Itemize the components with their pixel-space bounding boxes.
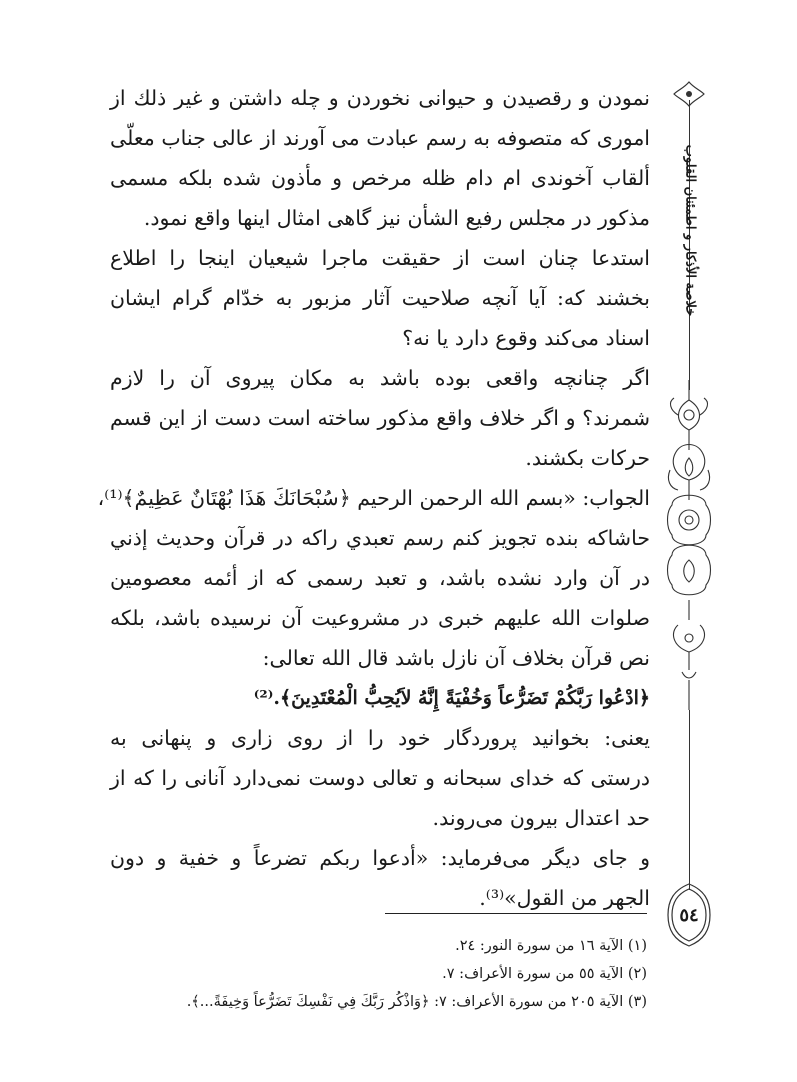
floral-ornament-icon <box>664 380 714 710</box>
text-line: درستی که خدای سبحانه و تعالی دوست نمی‌دارد آنانی را که از <box>110 766 650 790</box>
text-line: نص قرآن بخلاف آن نازل باشد قال الله تعالى: <box>262 646 650 670</box>
main-text <box>97 78 650 918</box>
text-line: نمودن و رقصیدن و حیوانی نخوردن و چله داشتن و غیر ذلك از <box>110 86 650 110</box>
text-line: استدعا چنان است از حقیقت ماجرا شیعیان اینجا را اطلاع <box>110 246 650 270</box>
ornament-small-icon <box>664 80 714 108</box>
running-head-text: خلاصة الأذكار و اطمئنان القلوب <box>682 144 698 316</box>
text-line: اگر چنانچه واقعی بوده باشد به مکان پیروی آن را لازم <box>110 366 650 390</box>
text-line: حاشاکه بنده تجویز کنم رسم تعبدي راکه در قرآن وحدیث إذني <box>110 526 650 550</box>
text-line: اموری که متصوفه به رسم عبادت می آورند از عالی جناب معلّی <box>110 126 650 150</box>
text-line: شمرند؟ و اگر خلاف واقع مذکور ساخته است دست از این قسم <box>110 406 650 430</box>
footnote: (٢) الآية ٥٥ من سورة الأعراف: ٧. <box>442 966 647 982</box>
text-line: اسناد می‌کند وقوع دارد یا نه؟ <box>402 326 650 350</box>
text-line: ألقاب آخوندی ام دام ظله مرخص و مأذون شده بلکه مسمی <box>110 166 650 190</box>
margin-rule-bottom <box>689 710 690 890</box>
page-number: ٥٤ <box>679 904 699 926</box>
text-line: بخشند که: آیا آنچه صلاحیت آثار مزبور به خدّام گرام ایشان <box>110 286 650 310</box>
text-line: در آن وارد نشده باشد، و تعبد رسمی که از أئمه معصومین <box>110 566 650 590</box>
footnote-separator <box>385 913 647 914</box>
text-line: الجواب: «بسم الله الرحمن الرحيم ﴿سُبْحَانَكَ هَذَا بُهْتَانٌ عَظِيمٌ﴾⁽¹⁾، <box>97 486 650 510</box>
quran-verse: ﴿ادْعُوا رَبَّكُمْ تَضَرُّعاً وَخُفْيَةً إِنَّهُ لاَيُحِبُّ الْمُعْتَدِينَ﴾.⁽²⁾ <box>253 687 650 709</box>
footnote: (٣) الآية ٢٠٥ من سورة الأعراف: ٧: ﴿وَاذْكُر رَبَّكَ فِي نَفْسِكَ تَضَرُّعاً وَخِيفَةً...﴾. <box>186 994 647 1010</box>
text-line: یعنی: بخوانید پروردگار خود را از روی زاری و پنهانی به <box>110 726 650 750</box>
running-head <box>675 130 705 330</box>
text-line: حرکات بکشند. <box>525 446 650 470</box>
footnotes <box>186 932 647 1016</box>
text-line: صلوات الله علیهم خبری در مشروعیت آن نرسیده باشد، بلکه <box>110 606 650 630</box>
text-line: مذکور در مجلس رفیع الشأن نیز گاهی امثال اینها واقع نمود. <box>143 206 650 230</box>
text-line: الجهر من القول»⁽³⁾. <box>479 886 650 910</box>
text-line: حد اعتدال بیرون می‌روند. <box>432 806 650 830</box>
text-line: و جای دیگر می‌فرماید: «أدعوا ربکم تضرعاً و خفیة و دون <box>110 846 650 870</box>
footnote: (١) الآية ١٦ من سورة النور: ٢٤. <box>455 938 647 954</box>
